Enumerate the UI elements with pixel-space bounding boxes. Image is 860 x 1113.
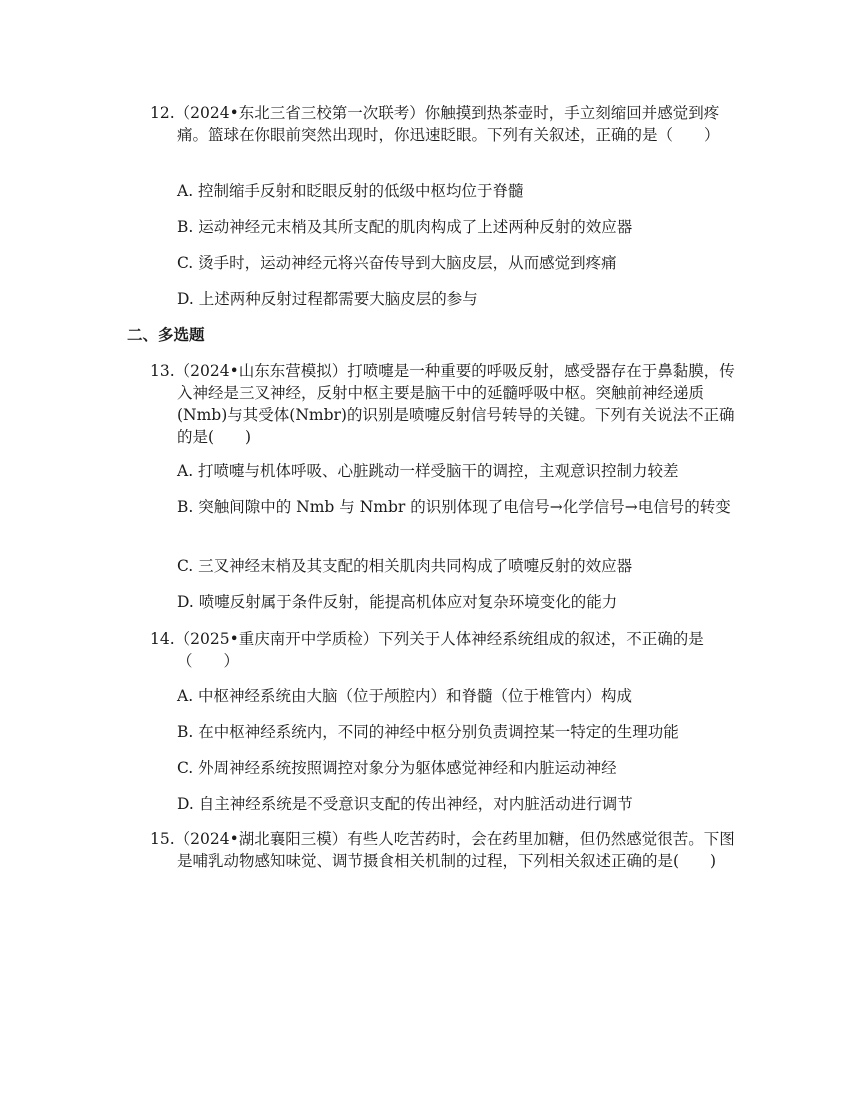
- option-c: C. 三叉神经末梢及其支配的相关肌肉共同构成了喷嚏反射的效应器: [177, 557, 633, 575]
- section-heading: 二、多选题: [127, 325, 205, 344]
- question-stem: 13.（2024•山东东营模拟）打喷嚏是一种重要的呼吸反射，感受器存在于鼻黏膜，传入神经是三叉神经，反射中枢主要是脑干中的延髓呼吸中枢。突触前神经递质(Nmb)与其受体(Nmbr)的识别是喷嚏反射信号转导的关键。下列有关说法不正确的是( ): [150, 362, 735, 446]
- option-b: B. 运动神经元末梢及其所支配的肌肉构成了上述两种反射的效应器: [177, 218, 633, 236]
- option-c: C. 烫手时，运动神经元将兴奋传导到大脑皮层，从而感觉到疼痛: [177, 254, 617, 272]
- option-d: D. 自主神经系统是不受意识支配的传出神经，对内脏活动进行调节: [177, 795, 633, 813]
- option-d: D. 喷嚏反射属于条件反射，能提高机体应对复杂环境变化的能力: [177, 593, 618, 611]
- question-stem: 15.（2024•湖北襄阳三模）有些人吃苦药时，会在药里加糖，但仍然感觉很苦。下图是哺乳动物感知味觉、调节摄食相关机制的过程，下列相关叙述正确的是( ): [150, 830, 735, 870]
- option-a: A. 打喷嚏与机体呼吸、心脏跳动一样受脑干的调控，主观意识控制力较差: [177, 462, 679, 480]
- option-b: B. 在中枢神经系统内，不同的神经中枢分别负责调控某一特定的生理功能: [177, 723, 679, 741]
- question-stem: 14.（2025•重庆南开中学质检）下列关于人体神经系统组成的叙述，不正确的是（ ）: [150, 630, 704, 670]
- question-12: [150, 102, 740, 308]
- question-stem: 12.（2024•东北三省三校第一次联考）你触摸到热茶壶时，手立刻缩回并感觉到疼痛。篮球在你眼前突然出现时，你迅速眨眼。下列有关叙述，正确的是（ ）: [150, 104, 720, 144]
- option-d: D. 上述两种反射过程都需要大脑皮层的参与: [177, 290, 478, 308]
- option-a: A. 控制缩手反射和眨眼反射的低级中枢均位于脊髓: [177, 182, 524, 200]
- option-b: B. 突触间隙中的 Nmb 与 Nmbr 的识别体现了电信号→化学信号→电信号的转变: [177, 498, 731, 516]
- question-13: [150, 360, 740, 611]
- question-14: [150, 628, 740, 813]
- question-15: [150, 828, 740, 872]
- option-c: C. 外周神经系统按照调控对象分为躯体感觉神经和内脏运动神经: [177, 759, 617, 777]
- option-a: A. 中枢神经系统由大脑（位于颅腔内）和脊髓（位于椎管内）构成: [177, 687, 633, 705]
